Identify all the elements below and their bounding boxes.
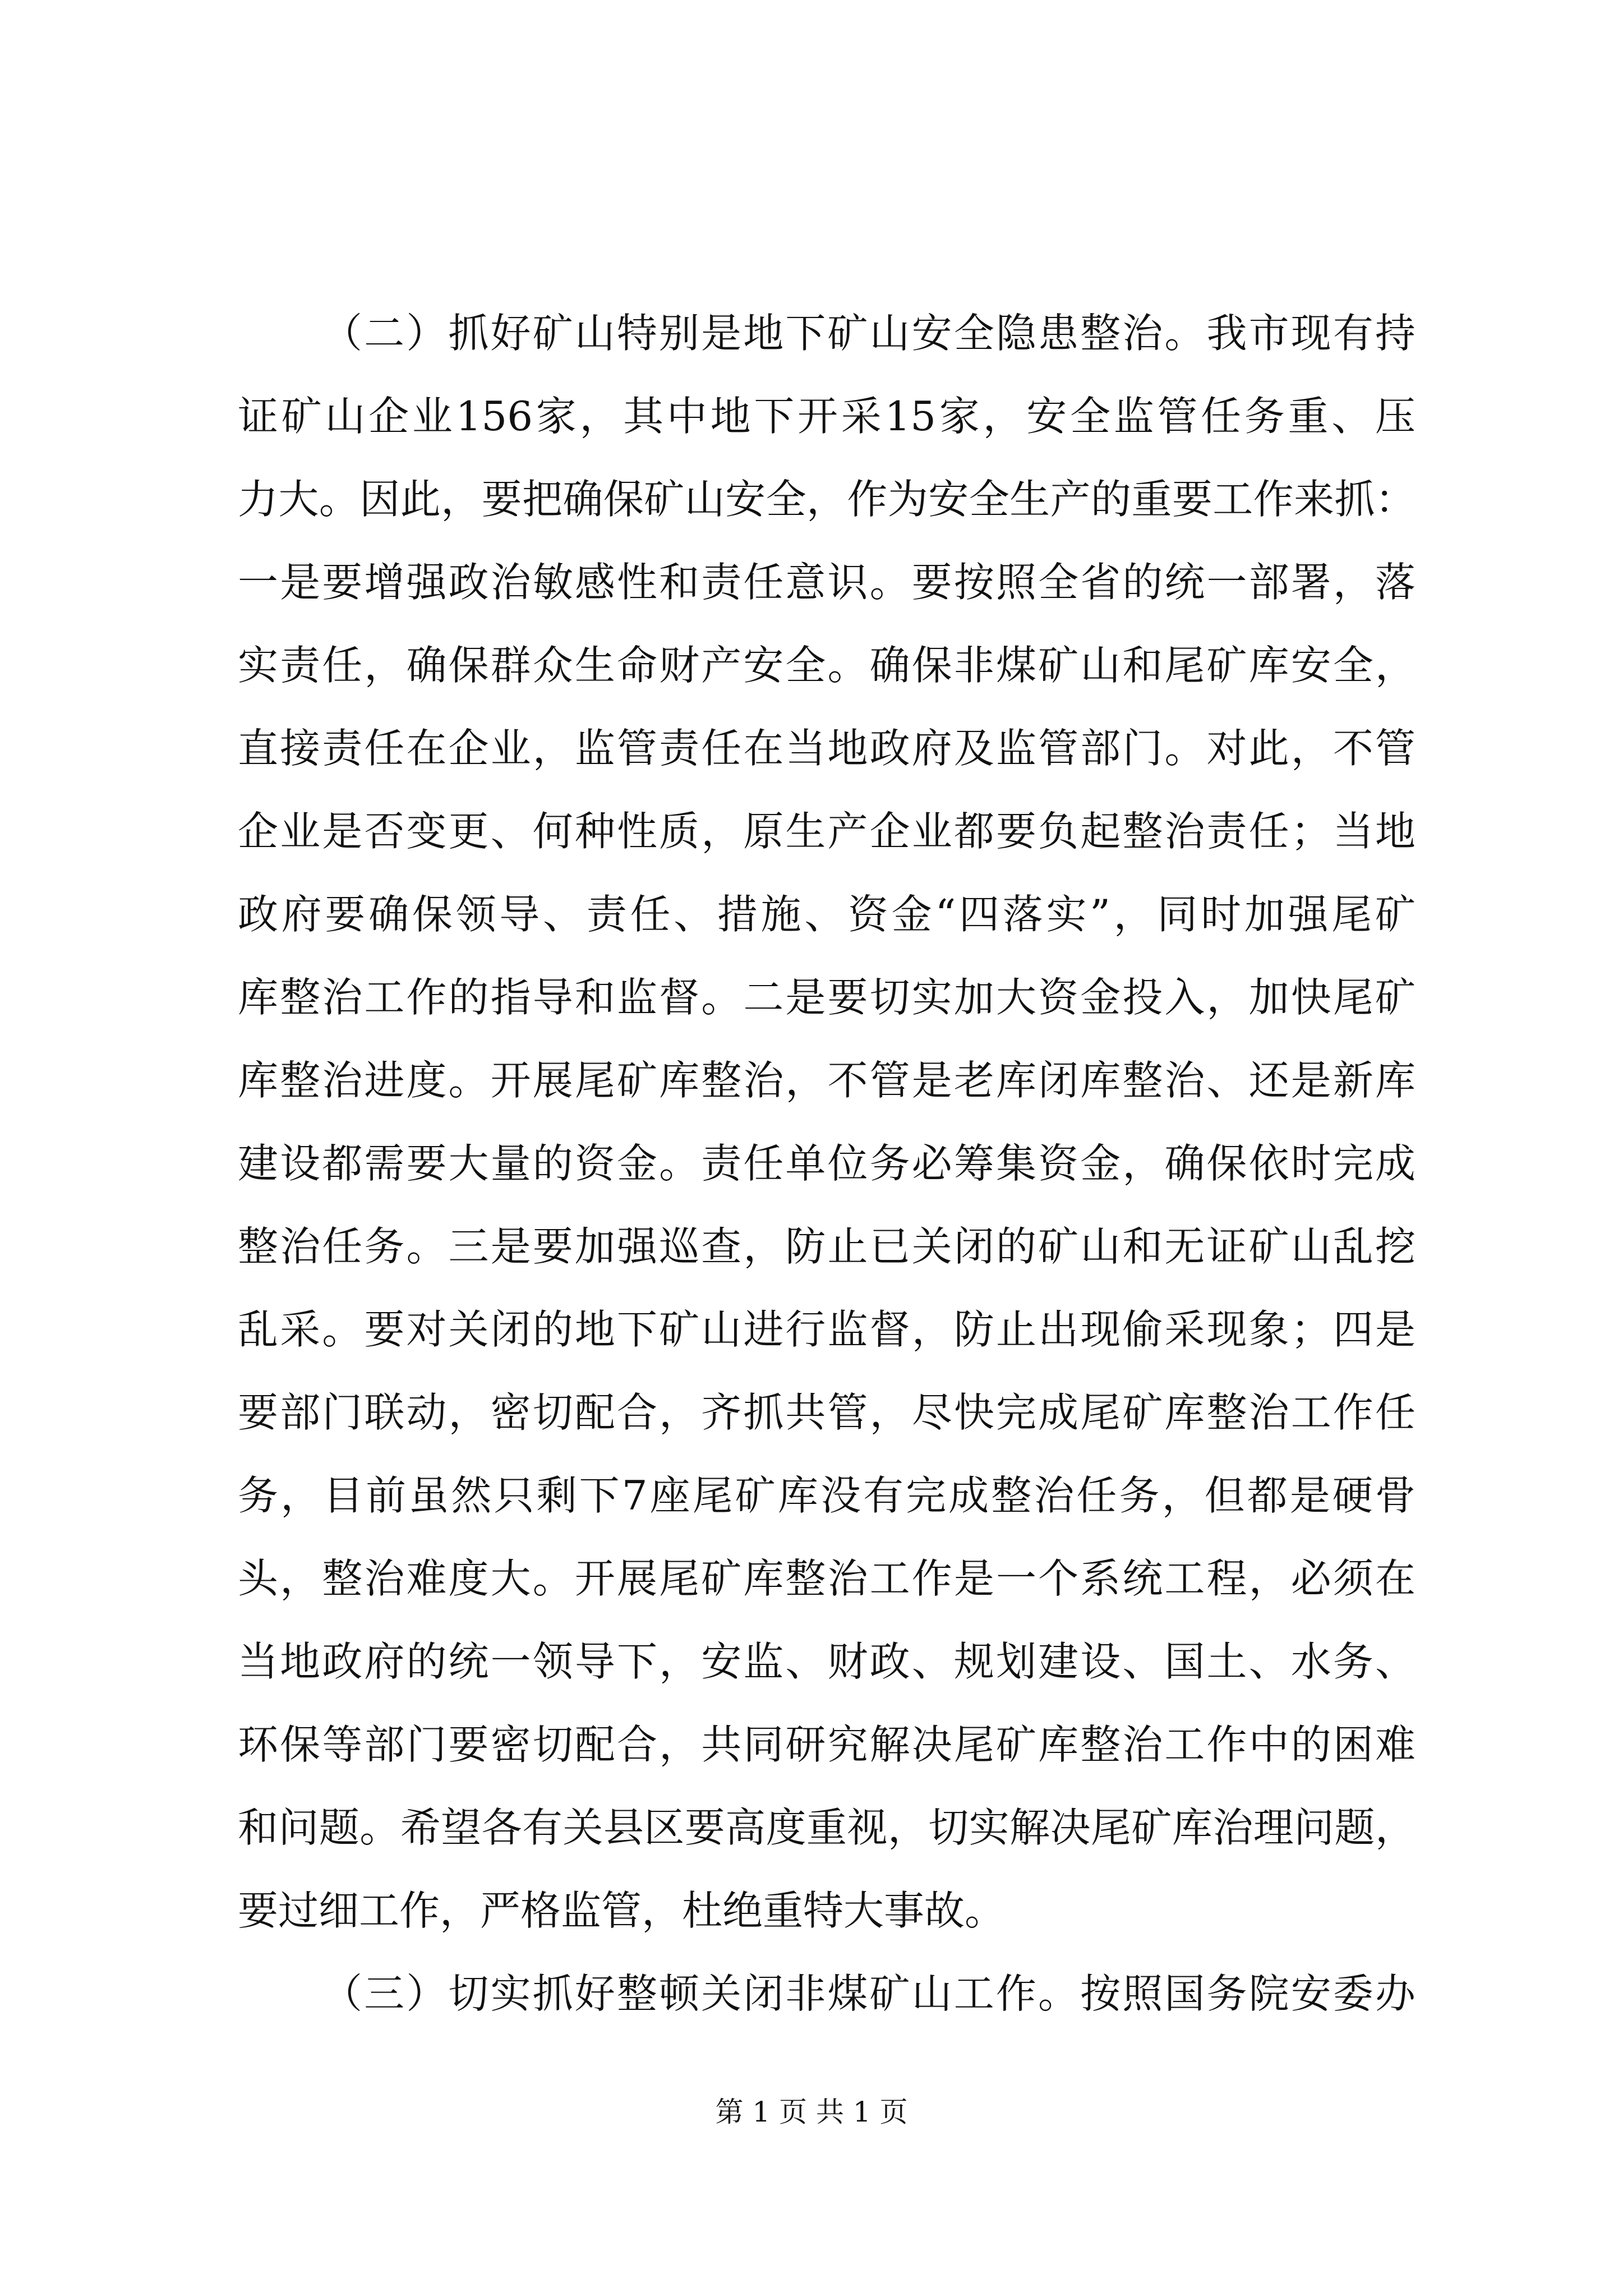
page-footer: 第 1 页 共 1 页	[715, 2096, 908, 2128]
paragraph-2-line-11: 建设都需要大量的资金。责任单位务必筹集资金，确保依时完成	[238, 1140, 1415, 1187]
paragraph-2-line-20: 要过细工作，严格监管，杜绝重特大事故。	[238, 1887, 1006, 1934]
paragraph-2-line-17: 当地政府的统一领导下，安监、财政、规划建设、国土、水务、	[238, 1638, 1415, 1685]
paragraph-2-line-2: 证矿山企业156家，其中地下开采15家，安全监管任务重、压	[238, 393, 1415, 440]
paragraph-2-line-4: 一是要增强政治敏感性和责任意识。要按照全省的统一部署，落	[238, 559, 1415, 606]
paragraph-3-line-1: （三）切实抓好整顿关闭非煤矿山工作。按照国务院安委办	[322, 1970, 1415, 2017]
paragraph-2-line-15: 务，目前虽然只剩下7座尾矿库没有完成整治任务，但都是硬骨	[238, 1472, 1415, 1519]
paragraph-2-line-9: 库整治工作的指导和监督。二是要切实加大资金投入，加快尾矿	[238, 974, 1415, 1021]
paragraph-2-line-13: 乱采。要对关闭的地下矿山进行监督，防止出现偷采现象；四是	[238, 1306, 1415, 1353]
paragraph-2-line-7: 企业是否变更、何种性质，原生产企业都要负起整治责任；当地	[238, 808, 1415, 855]
paragraph-2-line-3: 力大。因此，要把确保矿山安全，作为安全生产的重要工作来抓：	[238, 476, 1415, 523]
paragraph-2-line-5: 实责任，确保群众生命财产安全。确保非煤矿山和尾矿库安全，	[238, 642, 1415, 689]
paragraph-2-line-18: 环保等部门要密切配合，共同研究解决尾矿库整治工作中的困难	[238, 1721, 1415, 1768]
paragraph-2-line-10: 库整治进度。开展尾矿库整治，不管是老库闭库整治、还是新库	[238, 1057, 1415, 1104]
body-text	[238, 292, 1415, 2035]
paragraph-2-line-8: 政府要确保领导、责任、措施、资金“四落实”，同时加强尾矿	[238, 891, 1415, 938]
paragraph-2-line-1: （二）抓好矿山特别是地下矿山安全隐患整治。我市现有持	[322, 310, 1415, 357]
paragraph-2-line-12: 整治任务。三是要加强巡查，防止已关闭的矿山和无证矿山乱挖	[238, 1223, 1415, 1270]
paragraph-2-line-6: 直接责任在企业，监管责任在当地政府及监管部门。对此，不管	[238, 725, 1415, 772]
paragraph-2-line-16: 头，整治难度大。开展尾矿库整治工作是一个系统工程，必须在	[238, 1555, 1415, 1602]
paragraph-2-line-19: 和问题。希望各有关县区要高度重视，切实解决尾矿库治理问题，	[238, 1804, 1415, 1851]
paragraph-2-line-14: 要部门联动，密切配合，齐抓共管，尽快完成尾矿库整治工作任	[238, 1389, 1415, 1436]
